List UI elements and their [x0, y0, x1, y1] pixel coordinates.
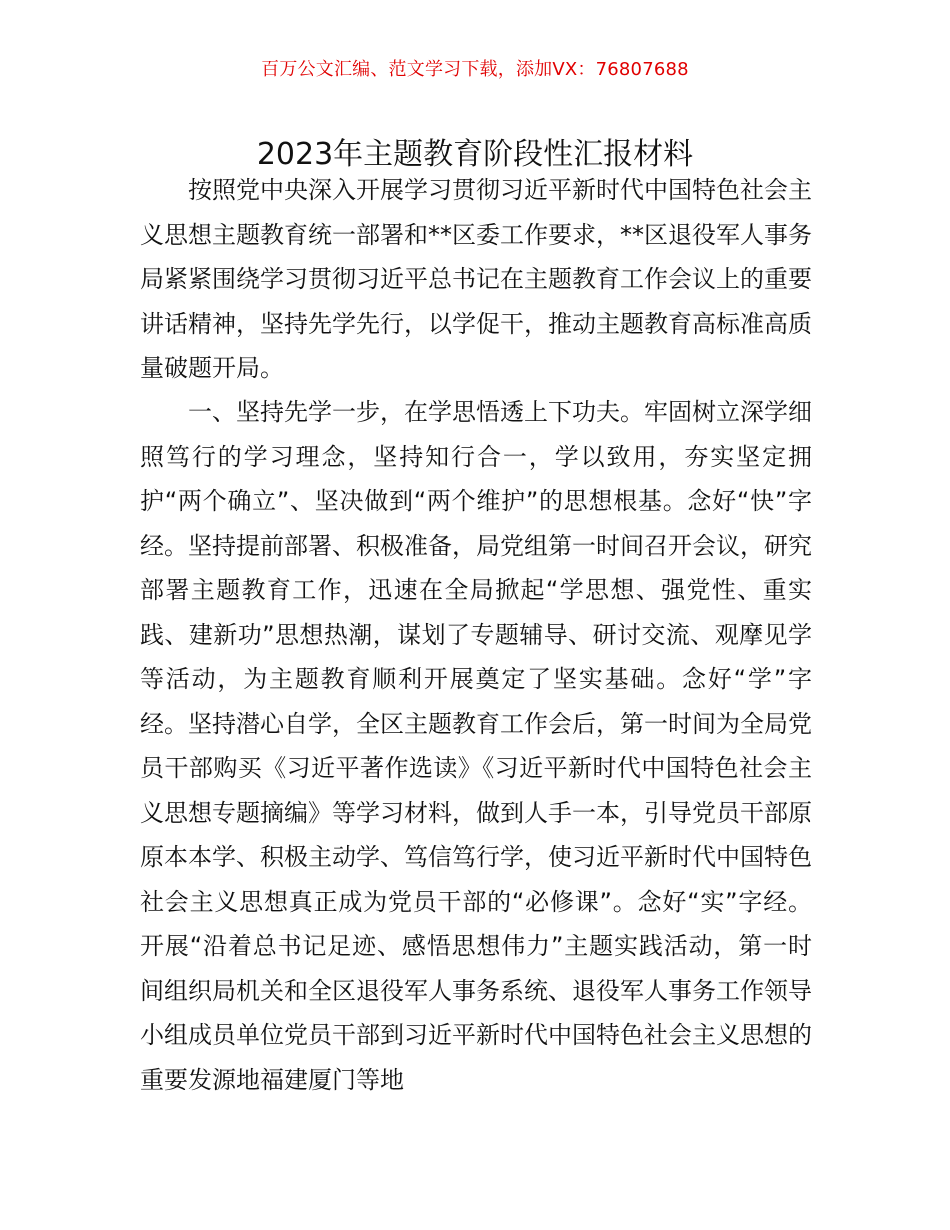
body-paragraph-intro: 按照党中央深入开展学习贯彻习近平新时代中国特色社会主义思想主题教育统一部署和**区委工作要求，**区退役军人事务局紧紧围绕学习贯彻习近平总书记在主题教育工作会议上的重要讲话精神，坚持先学先行，以学促干，推动主题教育高标准高质量破题开局。 [140, 176, 812, 382]
header-banner: 百万公文汇编、范文学习下载，添加VX：76807688 [261, 59, 689, 80]
page-title: 2023年主题教育阶段性汇报材料 [256, 137, 694, 173]
body-paragraph-section-one: 一、坚持先学一步，在学思悟透上下功夫。牢固树立深学细照笃行的学习理念，坚持知行合一，学以致用，夯实坚定拥护“两个确立”、坚决做到“两个维护”的思想根基。念好“快”字经。坚持提前部署、积极准备，局党组第一时间召开会议，研究部署主题教育工作，迅速在全局掀起“学思想、强党性、重实践、建新功”思想热潮，谋划了专题辅导、研讨交流、观摩见学等活动，为主题教育顺利开展奠定了坚实基础。念好“学”字经。坚持潜心自学，全区主题教育工作会后，第一时间为全局党员干部购买《习近平著作选读》《习近平新时代中国特色社会主义思想专题摘编》等学习材料，做到人手一本，引导党员干部原原本本学、积极主动学、笃信笃行学，使习近平新时代中国特色社会主义思想真正成为党员干部的“必修课”。念好“实”字经。开展“沿着总书记足迹、感悟思想伟力”主题实践活动，第一时间组织局机关和全区退役军人事务系统、退役军人事务工作领导小组成员单位党员干部到习近平新时代中国特色社会主义思想的重要发源地福建厦门等地 [140, 398, 812, 1094]
